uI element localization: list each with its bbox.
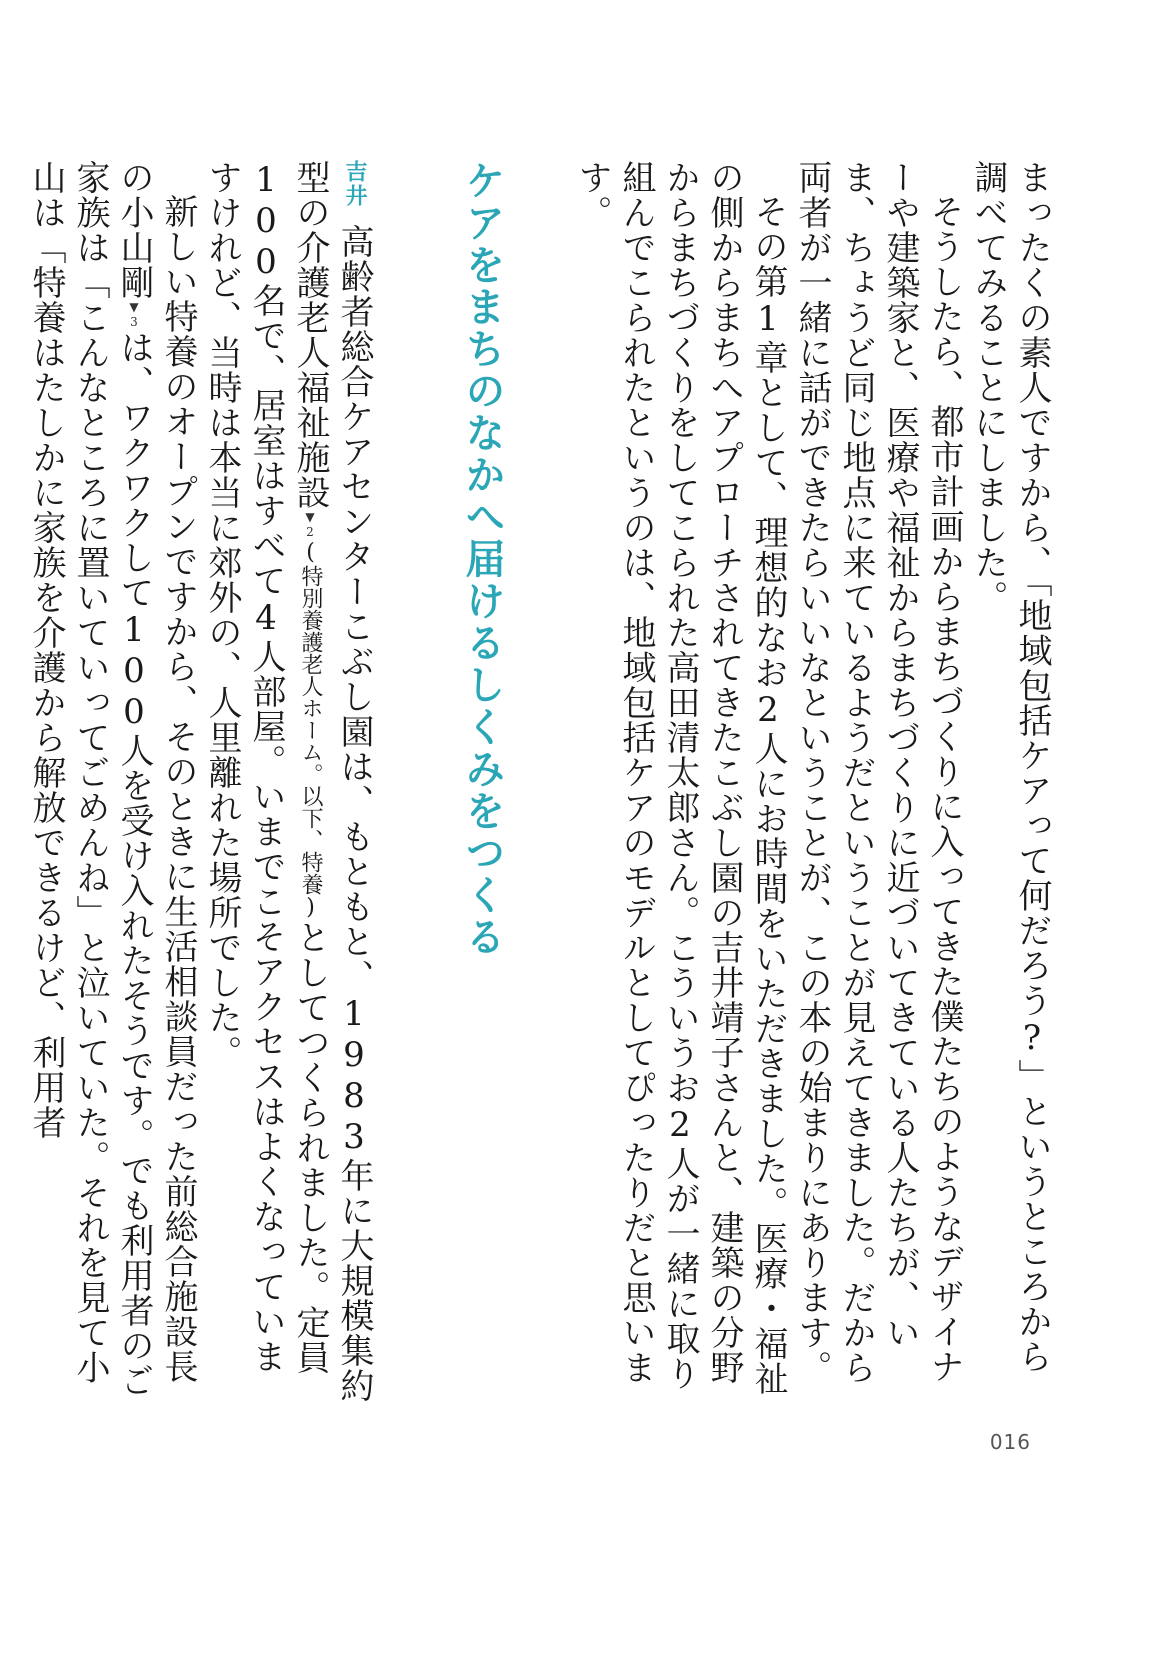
speaker-label: 吉井 xyxy=(342,160,367,208)
dialogue-paragraph-2 xyxy=(24,160,200,1405)
section-spacer-2 xyxy=(376,160,432,1405)
section-spacer xyxy=(514,160,570,1405)
intro-paragraph-3: その第1章として、理想的なお2人にお時間をいただきました。医療・福祉の側からまちへアプローチされてきたこぶし園の吉井靖子さんと、建築の分野からまちづくりをしてこられた高田清太郎さん。こういうお2人が一緒に取り組んでこられたというのは、地域包括ケアのモデルとしてぴったりだと思います。 xyxy=(572,160,788,1396)
intro-paragraph-1: まったくの素人ですから、「地域包括ケアって何だろう?」というところから調べてみることにしました。 xyxy=(968,160,1052,1374)
intro-paragraph-2: そうしたら、都市計画からまちづくりに入ってきた僕たちのようなデザイナーや建築家と、医療や福祉からまちづくりに近づいてきている人たちが、いま、ちょうど同じ地点に来ているようだということが見えてきました。だから両者が一緒に話ができたらいいなということが、この本の始まりにあります。 xyxy=(792,160,964,1385)
dialogue-text-2: としてつくられました。定員100名で、居室はすべて4人部屋。いまでこそアクセスはよくなっていますけれど、当時は本当に郊外の、人里離れた場所でした。 xyxy=(202,160,330,1375)
dialogue-paragraph-1 xyxy=(200,160,376,1405)
aside-note: (特別養護老人ホーム。以下、特養) xyxy=(298,540,323,920)
dialogue-text-1: 高齢者総合ケアセンターこぶし園は、もともと、1983年に大規模集約型の介護老人福祉施設 xyxy=(290,160,374,1403)
section-heading: ケアをまちのなかへ届けるしくみをつくる xyxy=(459,160,506,958)
dialogue-text-3: 新しい特養のオープンですから、そのときに生活相談員だった前総合施設長の小山剛 xyxy=(114,160,198,1384)
page-number: 016 xyxy=(989,1430,1031,1454)
dialogue-text-4: は、ワクワクして100人を受け入れたそうです。でも利用者のご家族は「こんなところに置いていってごめんね」と泣いていた。それを見て小山は「特養はたしかに家族を介護から解放できるけど、利用者 xyxy=(26,160,154,1398)
footnote-marker-3: ▼3 xyxy=(127,300,141,330)
vertical-text-body xyxy=(24,160,1054,1405)
footnote-marker-2: ▼2 xyxy=(303,510,317,540)
